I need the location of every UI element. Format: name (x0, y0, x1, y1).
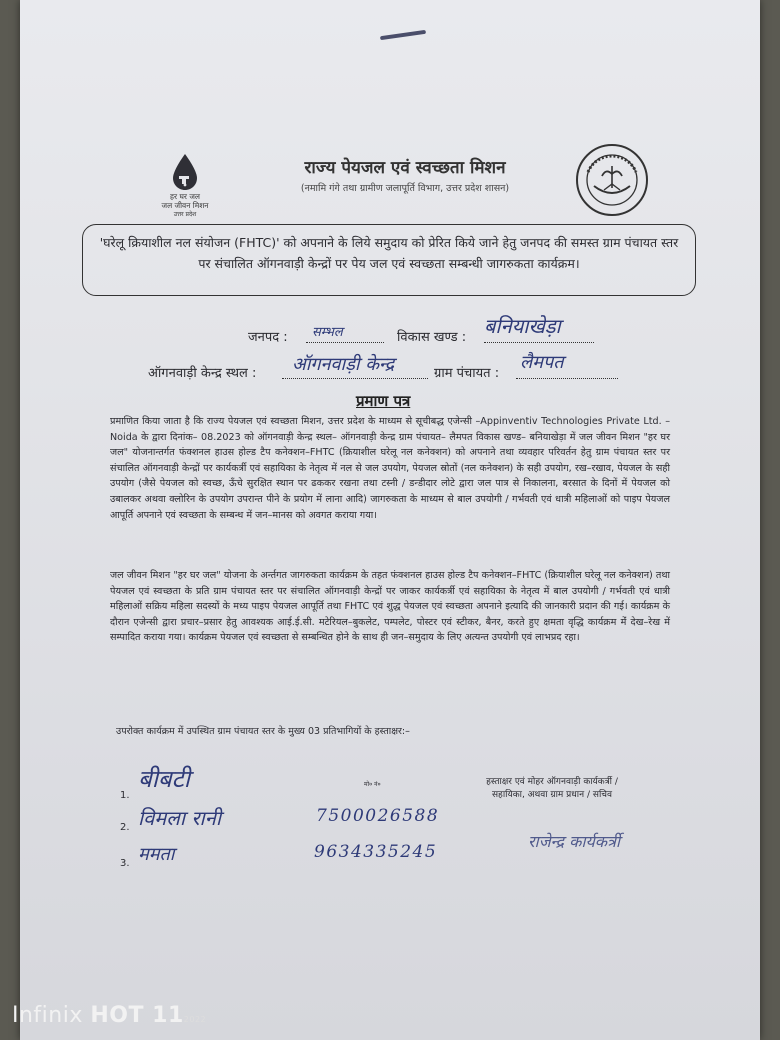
up-government-emblem (574, 142, 650, 222)
mission-subtitle: (नमामि गंगे तथा ग्रामीण जलापूर्ति विभाग, उत्तर प्रदेश शासन) (300, 183, 510, 194)
sig-phone-3: 9634335245 (314, 842, 438, 862)
sig-phone-2: 7500026588 (316, 806, 440, 826)
camera-watermark (12, 1003, 206, 1028)
paragraph-2: जल जीवन मिशन "हर घर जल" योजना के अर्न्तगत जागरुकता कार्यक्रम के तहत फंक्शनल हाउस होल्ड टैप कनेक्शन–FHTC (क्रियाशील घरेलू नल कनेक्शन) तथा पेयजल एवं स्वच्छता के प्रति ग्राम पंचायत स्तर पर संचालित ऑगनवाड़ी केन्द्रों पर जाकर कार्यकर्त्री एवं सहायिका के नेतृत्व में बाल उपयोगी / गर्भवती एवं धात्री महिलाओं सक्रिय महिला सदस्यों के मध्य पाइप पेयजल आपूर्ति तथा FHTC एवं शुद्ध पेयजल एवं स्वच्छता अपनाने इत्यादि की जानकारी प्रदान की गई। कार्यक्रम के दौरान एजेन्सी द्वारा प्रचार–प्रसार हेतु आवश्यक आई.ई.सी. मटेरियल–बुकलेट, पम्पलेट, पोस्टर एवं स्टीकर, बैनर, करते हुए क्षमता वृद्धि कार्यक्रम मेंं देख–रेख में सम्पादित कराया गया। कार्यक्रम पेयजल एवं स्वच्छता से सम्बन्धित होने के साथ ही जन–समुदाय के लिए अत्यन्त उपयोगी एवं लाभप्रद रहा। (110, 570, 670, 644)
pen-mark (380, 30, 426, 40)
vikas-khand-value: बनियाखेड़ा (484, 314, 561, 338)
sig-name-3: ममता (138, 844, 175, 865)
sig-no-1: 1. (120, 790, 130, 801)
stamp-label: हस्ताक्षर एवं मोहर ऑगनवाड़ी कार्यकर्त्री / सहायिका, अथवा ग्राम प्रधान / सचिव (486, 777, 618, 800)
mission-title: राज्य पेयजल एवं स्वच्छता मिशन (304, 158, 506, 178)
janpad-value: सम्भल (312, 325, 343, 340)
har-ghar-jal-logo (150, 152, 220, 219)
vikas-khand-label: विकास खण्ड : (397, 330, 467, 345)
mobile-header: मो० नं० (364, 781, 381, 788)
gram-panchayat-label: ग्राम पंचायत : (434, 366, 500, 381)
anganwadi-label: ऑगनवाड़ी केन्द्र स्थल : (148, 366, 257, 381)
sig-name-1: बीबटी (138, 765, 190, 793)
emblem-seal-icon (574, 142, 650, 218)
logo-caption-3: उत्तर प्रदेश (173, 211, 197, 218)
janpad-line (306, 342, 384, 343)
paragraph-1: प्रमाणित किया जाता है कि राज्य पेयजल एवं स्वच्छता मिशन, उत्तर प्रदेश के माध्यम से सूचीबद्ध एजेन्सी –Appinventiv Technologies Private Ltd. – Noida के द्वारा दिनांक– 08.2023 को ऑगनवाड़ी केन्द्र स्थल– ऑगनवाड़ी केन्द्र ग्राम पंचायत– लैमपत विकास खण्ड– बनियाखेड़ा में जल जीवन मिशन "हर घर जल" योजनान्तर्गत फंक्शनल हाउस होल्ड टैप कनेक्शन–FHTC (क्रियाशील घरेलू नल कनेक्शन) को अपनाने तथा व्यवहार परिवर्तन हेतु ग्राम पंचायत स्तर पर संचालित ऑगनवाड़ी केन्द्रों पर कार्यकर्त्री एवं सहायिका के नेतृत्व में नल से जल उपयोग, पेयजल स्रोतों (नल कनेक्शन) के सही उपयोग, रख–रखाव, पेयजल के सही उपयोग (जैसे पेयजल को स्वच्छ, ऊँचे सुरक्षित स्थान पर ढककर रखना तथा टस्नी / डन्डीदार लोटे द्वारा जल पात्र से निकालना, बरसात के दिनों में पेयजल को उबालकर अथवा क्लोरिन के उपयोग उपरान्त पीने के प्रयोग में लाना आदि) जागरुकता के माध्यम से बाल उपयोगी / गर्भवती एवं धात्री महिलाओं को पाइप पेयजल आपूर्ति अपनाने एवं स्वच्छता के सम्बन्ध में जन–मानस को अवगत कराया गया। (110, 416, 670, 521)
sig-name-2: विमला रानी (138, 806, 221, 830)
watermark-year: 2022 (183, 1015, 207, 1024)
signature-intro: उपरोक्त कार्यक्रम में उपस्थित ग्राम पंचायत स्तर के मुख्य 03 प्रतिभागियों के हस्ताक्षर:– (116, 726, 410, 737)
gram-panchayat-line (516, 378, 618, 379)
vikas-khand-line (484, 342, 594, 343)
anganwadi-line (282, 378, 428, 379)
anganwadi-value: ऑगनवाड़ी केन्द्र (292, 354, 395, 375)
program-description: 'घरेलू क्रियाशील नल संयोजन (FHTC)' को अपनाने के लिये समुदाय को प्रेरित किये जाने हेतु जनपद की समस्त ग्राम पंचायत स्तर पर संचालित ऑगनवाड़ी केन्द्रों पर पेय जल एवं स्वच्छता सम्बन्धी जागरुकता कार्यक्रम। (99, 235, 679, 271)
water-drop-icon (170, 152, 200, 192)
logo-caption-1: हर घर जल (170, 192, 200, 201)
stamp-signature: राजेन्द्र कार्यकर्त्री (528, 832, 621, 851)
doc-title: प्रमाण पत्र (356, 392, 411, 410)
watermark-brand: Infinix (12, 1003, 83, 1028)
logo-caption-2: जल जीवन मिशन (161, 201, 209, 210)
janpad-label: जनपद : (248, 330, 288, 345)
sig-no-2: 2. (120, 822, 130, 833)
watermark-model: HOT 11 (90, 1003, 184, 1028)
sig-no-3: 3. (120, 858, 130, 869)
gram-panchayat-value: लैमपत (520, 352, 564, 373)
